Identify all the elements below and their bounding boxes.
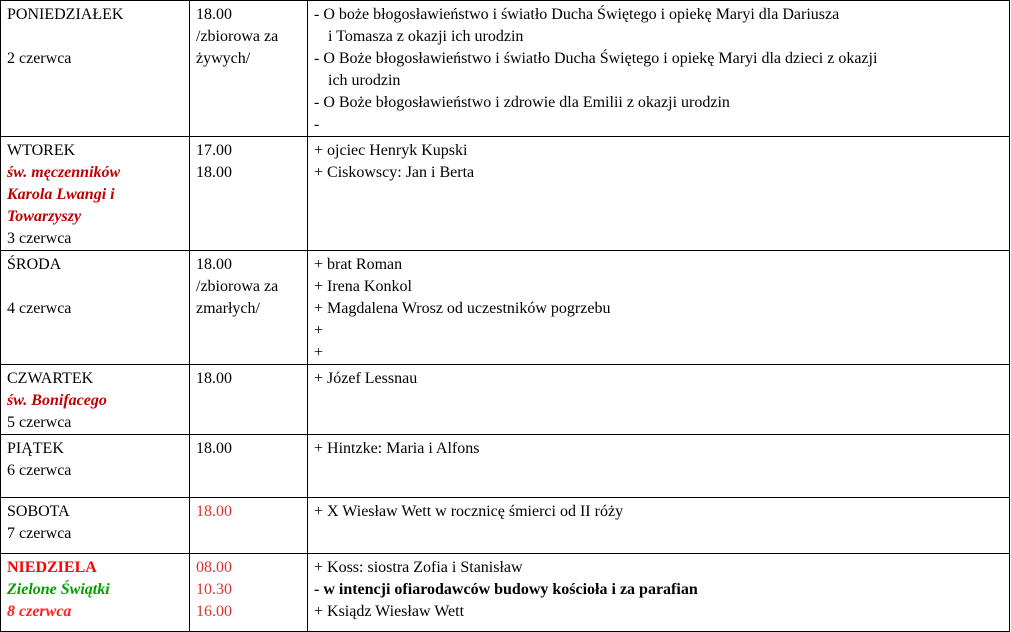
feast-name: Karola Lwangi i — [7, 186, 115, 203]
mass-time: 18.00 — [196, 164, 232, 181]
intention: + — [314, 344, 324, 361]
intentions-cell — [308, 365, 1010, 435]
table-row-thursday — [1, 365, 1010, 435]
day-date: 7 czerwca — [7, 525, 72, 542]
mass-time: 18.00 — [196, 503, 232, 520]
day-cell — [1, 498, 190, 554]
intention: + Hintzke: Maria i Alfons — [314, 440, 480, 457]
day-date: 2 czerwca — [7, 50, 72, 67]
intention: - O boże błogosławieństwo i światło Ducha Świętego i opiekę Maryi dla Dariusza — [314, 6, 840, 23]
table-row-wednesday — [1, 251, 1010, 365]
intentions-cell — [308, 554, 1010, 632]
time-cell — [190, 1, 308, 137]
intention: + ojciec Henryk Kupski — [314, 142, 468, 159]
intention: + Magdalena Wrosz od uczestników pogrzebu — [314, 300, 611, 317]
day-cell — [1, 251, 190, 365]
time-cell — [190, 498, 308, 554]
time-cell — [190, 137, 308, 251]
day-cell — [1, 435, 190, 498]
mass-note: /zbiorowa za — [196, 278, 279, 295]
table-row-tuesday — [1, 137, 1010, 251]
intentions-cell — [308, 251, 1010, 365]
intentions-cell — [308, 1, 1010, 137]
day-name: PONIEDZIAŁEK — [7, 6, 124, 23]
table-row-monday — [1, 1, 1010, 137]
mass-time: 18.00 — [196, 440, 232, 457]
time-cell — [190, 554, 308, 632]
intention: + Józef Lessnau — [314, 370, 418, 387]
mass-time: 17.00 — [196, 142, 232, 159]
day-cell — [1, 365, 190, 435]
day-name: WTOREK — [7, 142, 76, 159]
day-date: 5 czerwca — [7, 414, 72, 431]
mass-time: 16.00 — [196, 603, 232, 620]
feast-name: Towarzyszy — [7, 208, 82, 225]
mass-note: zmarłych/ — [196, 300, 260, 317]
mass-time: 08.00 — [196, 559, 232, 576]
mass-note: /zbiorowa za — [196, 28, 279, 45]
mass-note: żywych/ — [196, 50, 251, 67]
intentions-cell — [308, 435, 1010, 498]
feast-name: Zielone Świątki — [7, 581, 110, 598]
intention: + — [314, 322, 324, 339]
table-row-saturday — [1, 498, 1010, 554]
spacer — [7, 26, 183, 48]
mass-time: 18.00 — [196, 370, 232, 387]
table-row-friday — [1, 435, 1010, 498]
intentions-cell — [308, 498, 1010, 554]
intention: - w intencji ofiarodawców budowy kościoła i za parafian — [314, 581, 698, 598]
spacer — [7, 276, 183, 298]
intentions-cell — [308, 137, 1010, 251]
intention: - O Boże błogosławieństwo i światło Ducha Świętego i opiekę Maryi dla dzieci z okazji — [314, 50, 878, 67]
day-date: 6 czerwca — [7, 462, 72, 479]
day-cell — [1, 137, 190, 251]
day-cell — [1, 1, 190, 137]
day-name: PIĄTEK — [7, 440, 64, 457]
time-cell — [190, 435, 308, 498]
intention: - — [314, 116, 320, 133]
day-cell — [1, 554, 190, 632]
intention: + Ciskowscy: Jan i Berta — [314, 164, 475, 181]
day-name: ŚRODA — [7, 256, 62, 273]
feast-name: św. męczenników — [7, 164, 121, 181]
intention: + Ksiądz Wiesław Wett — [314, 603, 465, 620]
intention: + Irena Konkol — [314, 278, 412, 295]
day-date: 4 czerwca — [7, 300, 72, 317]
intention-continued: ich urodzin — [328, 72, 401, 89]
day-name: CZWARTEK — [7, 370, 94, 387]
time-cell — [190, 365, 308, 435]
mass-time: 18.00 — [196, 256, 232, 273]
intention: + brat Roman — [314, 256, 403, 273]
intention-continued: i Tomasza z okazji ich urodzin — [328, 28, 524, 45]
intention: + Koss: siostra Zofia i Stanisław — [314, 559, 523, 576]
intention: + X Wiesław Wett w rocznicę śmierci od II róży — [314, 503, 624, 520]
mass-time: 18.00 — [196, 6, 232, 23]
day-name: NIEDZIELA — [7, 559, 97, 576]
day-date: 3 czerwca — [7, 230, 72, 247]
feast-name: św. Bonifacego — [7, 392, 107, 409]
intention: - O Boże błogosławieństwo i zdrowie dla Emilii z okazji urodzin — [314, 94, 730, 111]
mass-time: 10.30 — [196, 581, 232, 598]
day-name: SOBOTA — [7, 503, 70, 520]
day-date: 8 czerwca — [7, 603, 72, 620]
time-cell — [190, 251, 308, 365]
table-row-sunday — [1, 554, 1010, 632]
